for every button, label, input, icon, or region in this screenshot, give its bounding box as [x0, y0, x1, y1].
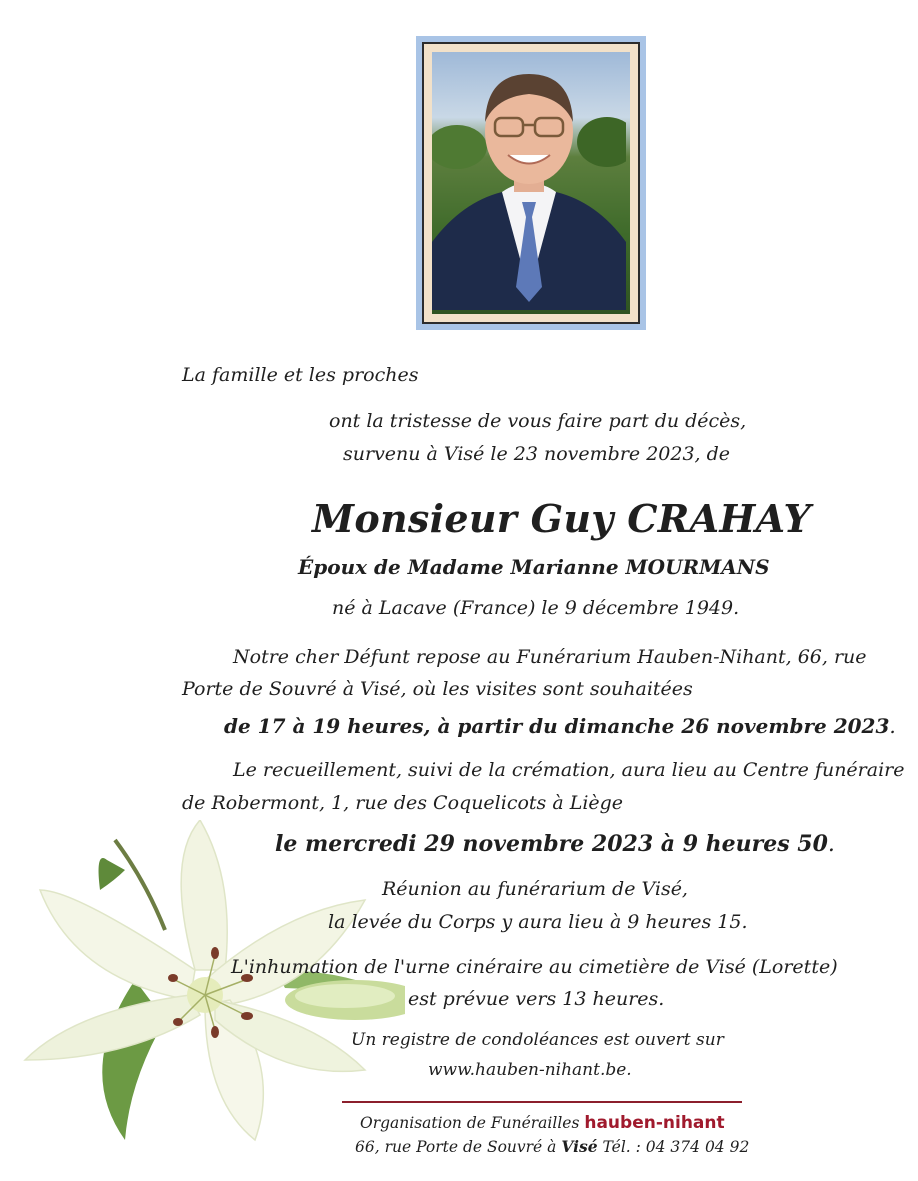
meeting-line-2: la levée du Corps y aura lieu à 9 heures 15. — [328, 911, 748, 933]
footer-org-label: Organisation de Funérailles — [360, 1114, 580, 1132]
portrait-illustration — [432, 52, 626, 310]
ceremony-line-2: de Robermont, 1, rue des Coquelicots à Liège — [182, 792, 624, 814]
portrait-frame — [416, 36, 646, 330]
meeting-line-1: Réunion au funérarium de Visé, — [382, 878, 688, 900]
spouse-line: Époux de Madame Marianne MOURMANS — [298, 555, 770, 579]
intro-text: La famille et les proches — [182, 364, 419, 386]
announcement-line-2: survenu à Visé le 23 novembre 2023, de — [343, 443, 731, 465]
portrait-photo — [432, 52, 630, 314]
burial-line-2: est prévue vers 13 heures. — [408, 988, 665, 1010]
birth-line: né à Lacave (France) le 9 décembre 1949. — [332, 597, 740, 619]
rest-line-1: Notre cher Défunt repose au Funérarium Hauben-Nihant, 66, rue — [233, 646, 867, 668]
ceremony-line-1: Le recueillement, suivi de la crémation, aura lieu au Centre funéraire — [233, 759, 905, 781]
footer-phone: Tél. : 04 374 04 92 — [602, 1138, 750, 1156]
footer-address — [355, 1137, 749, 1156]
footer-address-city: Visé — [561, 1137, 598, 1156]
footer-organization — [360, 1113, 725, 1133]
footer-brand-logo: hauben-nihant — [584, 1113, 725, 1133]
visit-times: de 17 à 19 heures, à partir du dimanche 26 novembre 2023. — [224, 714, 896, 738]
register-link[interactable]: www.hauben-nihant.be. — [428, 1060, 632, 1080]
announcement-line-1: ont la tristesse de vous faire part du décès, — [329, 410, 747, 432]
deceased-name: Monsieur Guy CRAHAY — [312, 496, 811, 541]
visit-times-text: de 17 à 19 heures, à partir du dimanche 26 novembre 2023 — [224, 714, 890, 738]
lily-flower-illustration — [15, 820, 405, 1155]
ceremony-date-text: le mercredi 29 novembre 2023 à 9 heures 50 — [275, 831, 828, 857]
register-line-1: Un registre de condoléances est ouvert sur — [351, 1030, 724, 1050]
ceremony-date: le mercredi 29 novembre 2023 à 9 heures 50. — [275, 831, 835, 857]
burial-line-1: L'inhumation de l'urne cinéraire au cimetière de Visé (Lorette) — [231, 956, 838, 978]
rest-line-2: Porte de Souvré à Visé, où les visites sont souhaitées — [182, 678, 693, 700]
footer-address-street: 66, rue Porte de Souvré à — [355, 1138, 557, 1156]
portrait-mat — [422, 42, 640, 324]
footer-divider — [342, 1101, 742, 1103]
